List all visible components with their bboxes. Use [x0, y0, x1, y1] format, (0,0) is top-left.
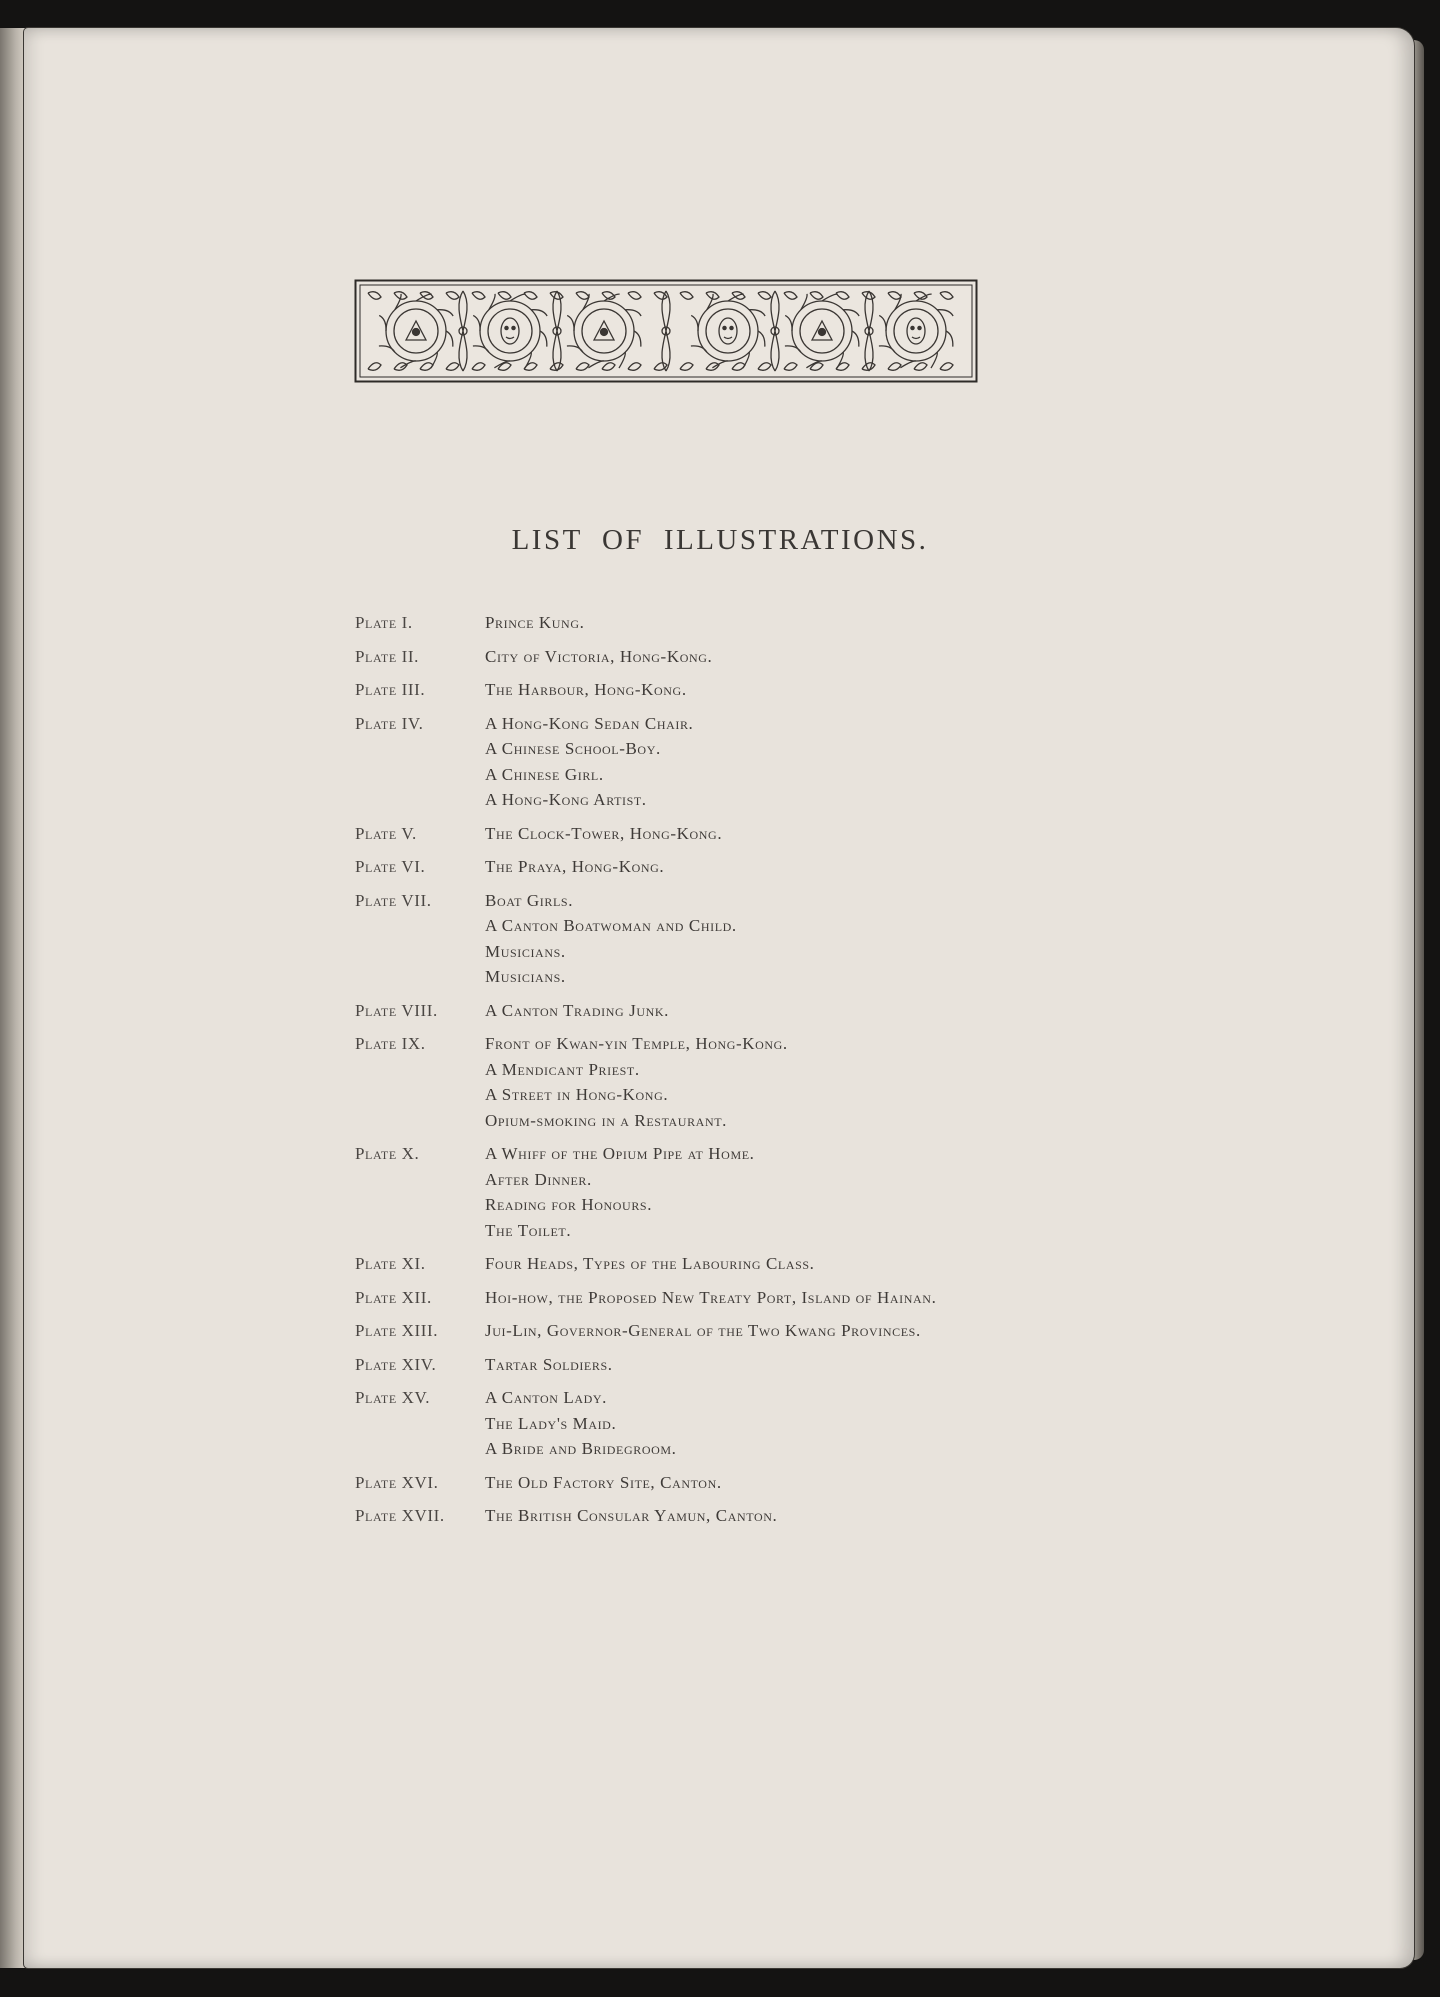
illustration-caption: Musicians.	[485, 941, 566, 961]
illustration-caption: The Old Factory Site, Canton.	[485, 1472, 722, 1492]
illustration-caption: Jui-Lin, Governor-General of the Two Kwang Provinces.	[485, 1321, 921, 1340]
list-item	[355, 998, 1355, 1024]
plate-number: Plate VIII.	[355, 1000, 438, 1020]
plate-captions	[485, 677, 1355, 703]
plate-captions	[485, 1285, 1355, 1311]
illustration-caption: Musicians.	[485, 967, 566, 986]
illustration-caption: The Praya, Hong-Kong.	[485, 857, 665, 876]
list-item	[355, 1385, 1355, 1462]
illustration-caption: A Canton Lady.	[485, 1388, 607, 1407]
plate-captions	[485, 1251, 1355, 1277]
plate-captions	[485, 1031, 1355, 1133]
list-item	[355, 711, 1355, 813]
plate-captions	[485, 1385, 1355, 1462]
illustration-caption: Tartar Soldiers.	[485, 1354, 613, 1374]
illustrations-list	[355, 610, 1355, 1537]
plate-number: Plate VI.	[355, 857, 426, 876]
illustration-caption: The Clock-Tower, Hong-Kong.	[485, 823, 723, 843]
plate-captions	[485, 711, 1355, 813]
illustration-caption: Prince Kung.	[485, 613, 585, 632]
plate-captions	[485, 644, 1355, 670]
plate-captions	[485, 1141, 1355, 1243]
illustration-caption: A Hong-Kong Sedan Chair.	[485, 713, 694, 733]
plate-captions	[485, 854, 1355, 880]
list-item	[355, 1251, 1355, 1277]
plate-number: Plate XIV.	[355, 1354, 437, 1374]
plate-number: Plate IV.	[355, 713, 424, 733]
list-item	[355, 1285, 1355, 1311]
list-item	[355, 644, 1355, 670]
list-item	[355, 1141, 1355, 1243]
plate-number: Plate IX.	[355, 1034, 426, 1053]
illustration-caption: A Mendicant Priest.	[485, 1059, 640, 1079]
list-item	[355, 821, 1355, 847]
plate-number: Plate XVI.	[355, 1472, 439, 1492]
page-title: LIST OF ILLUSTRATIONS.	[511, 524, 929, 556]
plate-number: Plate III.	[355, 680, 426, 699]
illustration-caption: A Canton Boatwoman and Child.	[485, 916, 737, 935]
illustration-caption: A Whiff of the Opium Pipe at Home.	[485, 1144, 755, 1163]
illustration-caption: The British Consular Yamun, Canton.	[485, 1506, 778, 1525]
illustration-caption: The Toilet.	[485, 1220, 572, 1240]
illustration-caption: A Chinese School-Boy.	[485, 739, 661, 758]
illustration-caption: Four Heads, Types of the Labouring Class.	[485, 1254, 815, 1273]
plate-number: Plate XIII.	[355, 1321, 439, 1340]
floral-scroll-banner-icon	[354, 279, 978, 383]
facing-page-edge	[0, 28, 26, 1968]
illustration-caption: A Street in Hong-Kong.	[485, 1085, 669, 1104]
list-item	[355, 1352, 1355, 1378]
plate-number: Plate V.	[355, 823, 417, 843]
illustration-caption: A Canton Trading Junk.	[485, 1000, 670, 1020]
plate-captions	[485, 821, 1355, 847]
plate-number: Plate I.	[355, 613, 413, 632]
illustration-caption: Front of Kwan-yin Temple, Hong-Kong.	[485, 1034, 788, 1053]
list-item	[355, 854, 1355, 880]
plate-captions	[485, 1318, 1355, 1344]
plate-number: Plate XI.	[355, 1254, 426, 1273]
plate-number: Plate VII.	[355, 890, 432, 910]
illustration-caption: The Lady's Maid.	[485, 1413, 617, 1433]
illustration-caption: A Chinese Girl.	[485, 764, 604, 784]
illustration-caption: A Hong-Kong Artist.	[485, 790, 647, 809]
list-item	[355, 1318, 1355, 1344]
plate-captions	[485, 1352, 1355, 1378]
list-item	[355, 888, 1355, 990]
illustration-caption: Reading for Honours.	[485, 1195, 653, 1214]
plate-captions	[485, 1503, 1355, 1529]
list-item	[355, 1470, 1355, 1496]
list-item	[355, 677, 1355, 703]
plate-captions	[485, 610, 1355, 636]
plate-number: Plate XV.	[355, 1388, 431, 1407]
illustration-caption: A Bride and Bridegroom.	[485, 1439, 677, 1458]
list-item	[355, 1503, 1355, 1529]
illustration-caption: Opium-smoking in a Restaurant.	[485, 1110, 727, 1130]
list-item	[355, 610, 1355, 636]
plate-number: Plate XII.	[355, 1287, 432, 1307]
plate-captions	[485, 888, 1355, 990]
illustration-caption: City of Victoria, Hong-Kong.	[485, 646, 713, 666]
illustration-caption: The Harbour, Hong-Kong.	[485, 680, 687, 699]
illustration-caption: Hoi-how, the Proposed New Treaty Port, Island of Hainan.	[485, 1287, 937, 1307]
plate-number: Plate XVII.	[355, 1506, 445, 1525]
illustration-caption: After Dinner.	[485, 1169, 592, 1189]
plate-number: Plate II.	[355, 646, 420, 666]
plate-captions	[485, 998, 1355, 1024]
plate-captions	[485, 1470, 1355, 1496]
illustration-caption: Boat Girls.	[485, 890, 574, 910]
list-item	[355, 1031, 1355, 1133]
plate-number: Plate X.	[355, 1144, 420, 1163]
